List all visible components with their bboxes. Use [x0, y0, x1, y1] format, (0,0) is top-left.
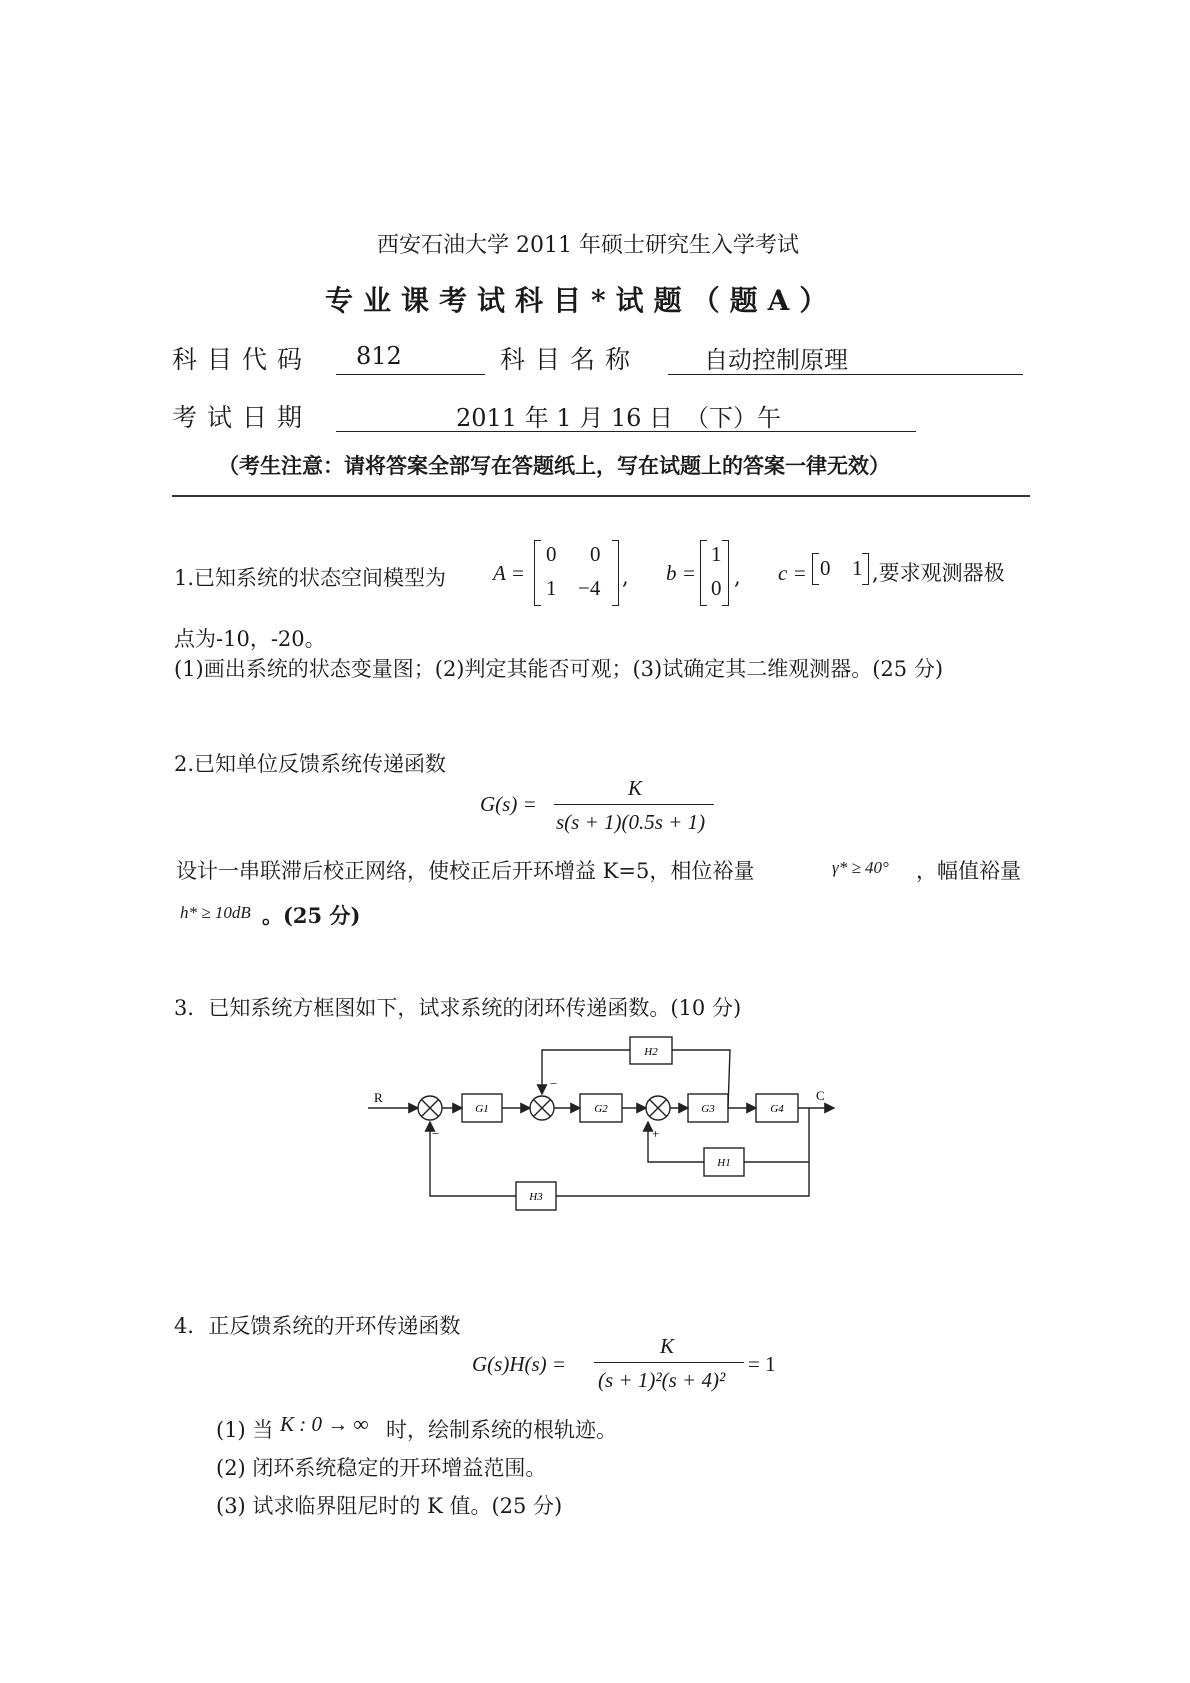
q4-lhs: G(s)H(s) = [472, 1352, 567, 1376]
q1-intro: 1.已知系统的状态空间模型为 [174, 566, 447, 590]
q1-c2: 1 [852, 556, 863, 580]
q3-block-diagram [360, 1030, 840, 1230]
q1-matrix-a-label: A = [493, 561, 525, 585]
q4-fraction-bar [594, 1362, 744, 1363]
diagram-input-label: R [374, 1090, 383, 1105]
date-label: 考试日期 [172, 403, 313, 432]
q1-a21: 1 [546, 576, 557, 600]
q1-comma-1: , [622, 565, 629, 589]
q1-a12: 0 [590, 542, 601, 566]
university-line: 西安石油大学 2011 年硕士研究生入学考试 [377, 233, 799, 258]
q4-sub2: (2) 闭环系统稳定的开环增益范围。 [216, 1456, 547, 1480]
q1-a22: −4 [578, 576, 601, 600]
block-h2: H2 [644, 1046, 658, 1058]
q2-intro: 2.已知单位反馈系统传递函数 [174, 752, 447, 776]
q4-intro: 4．正反馈系统的开环传递函数 [174, 1314, 461, 1338]
q2-fraction-bar [554, 804, 714, 805]
code-value: 812 [356, 342, 402, 370]
q4-sub1-suffix: 时，绘制系统的根轨迹。 [386, 1418, 617, 1442]
name-underline [668, 374, 1023, 375]
q1-tail: ,要求观测器极 [872, 561, 1005, 585]
code-label: 科目代码 [172, 345, 313, 374]
q1-vector-b-label: b = [666, 561, 696, 585]
q1-matrix-a-right-bracket [612, 540, 619, 606]
q4-sub1-prefix: (1) 当 [216, 1418, 274, 1442]
exam-title: 专业课考试科目*试题（题A） [325, 284, 838, 317]
q1-line3: (1)画出系统的状态变量图；(2)判定其能否可观；(3)试确定其二维观测器。(25 分) [174, 657, 944, 681]
block-h3: H3 [529, 1191, 543, 1203]
q1-a11: 0 [546, 542, 557, 566]
sign-h3-feedback: − [432, 1126, 440, 1141]
exam-notice: （考生注意：请将答案全部写在答题纸上，写在试题上的答案一律无效） [218, 453, 890, 478]
q2-numerator: K [628, 776, 643, 800]
q1-matrix-a-left-bracket [534, 540, 541, 606]
name-label: 科目名称 [500, 345, 641, 374]
q1-c1: 0 [820, 556, 831, 580]
date-underline [336, 431, 916, 432]
q2-line1: 设计一串联滞后校正网络，使校正后开环增益 K=5，相位裕量 [176, 859, 755, 883]
q2-gamma: γ* ≥ 40° [832, 858, 889, 877]
diagram-output-label: C [816, 1088, 825, 1103]
q1-comma-2: , [734, 565, 741, 589]
q2-line1-tail: ，幅值裕量 [916, 859, 1021, 883]
code-underline [336, 374, 485, 375]
date-value: 2011 年 1 月 16 日 （下）午 [456, 404, 782, 432]
q2-h: h* ≥ 10dB [180, 903, 251, 922]
q1-line2: 点为-10，-20。 [174, 627, 326, 651]
q2-line2-tail: 。(25 分) [262, 903, 361, 928]
block-g1: G1 [475, 1103, 489, 1115]
name-value: 自动控制原理 [704, 346, 848, 374]
block-h1: H1 [717, 1157, 731, 1169]
q4-denominator: (s + 1)²(s + 4)² [598, 1368, 726, 1392]
q3-text: 3．已知系统方框图如下，试求系统的闭环传递函数。(10 分) [174, 996, 742, 1020]
sign-h2-feedback: − [550, 1076, 558, 1091]
q4-sub1-math: K : 0 → ∞ [280, 1412, 369, 1436]
block-g4: G4 [770, 1103, 784, 1115]
q1-b1: 1 [711, 542, 722, 566]
q4-numerator: K [660, 1334, 675, 1358]
block-g3: G3 [701, 1103, 715, 1115]
q4-rhs: = 1 [748, 1352, 776, 1376]
q4-sub3: (3) 试求临界阻尼时的 K 值。(25 分) [216, 1494, 563, 1518]
q1-vector-c-label: c = [778, 561, 807, 585]
q1-b2: 0 [711, 576, 722, 600]
q1-vector-c-left-bracket [812, 553, 819, 585]
sign-h1-feedback: + [652, 1126, 660, 1141]
q1-vector-b-right-bracket [722, 540, 729, 606]
q2-denominator: s(s + 1)(0.5s + 1) [556, 810, 706, 834]
q1-vector-b-left-bracket [700, 540, 707, 606]
q1-vector-c-right-bracket [862, 553, 869, 585]
header-divider [172, 495, 1030, 497]
q2-lhs: G(s) = [480, 792, 537, 816]
block-g2: G2 [594, 1103, 608, 1115]
